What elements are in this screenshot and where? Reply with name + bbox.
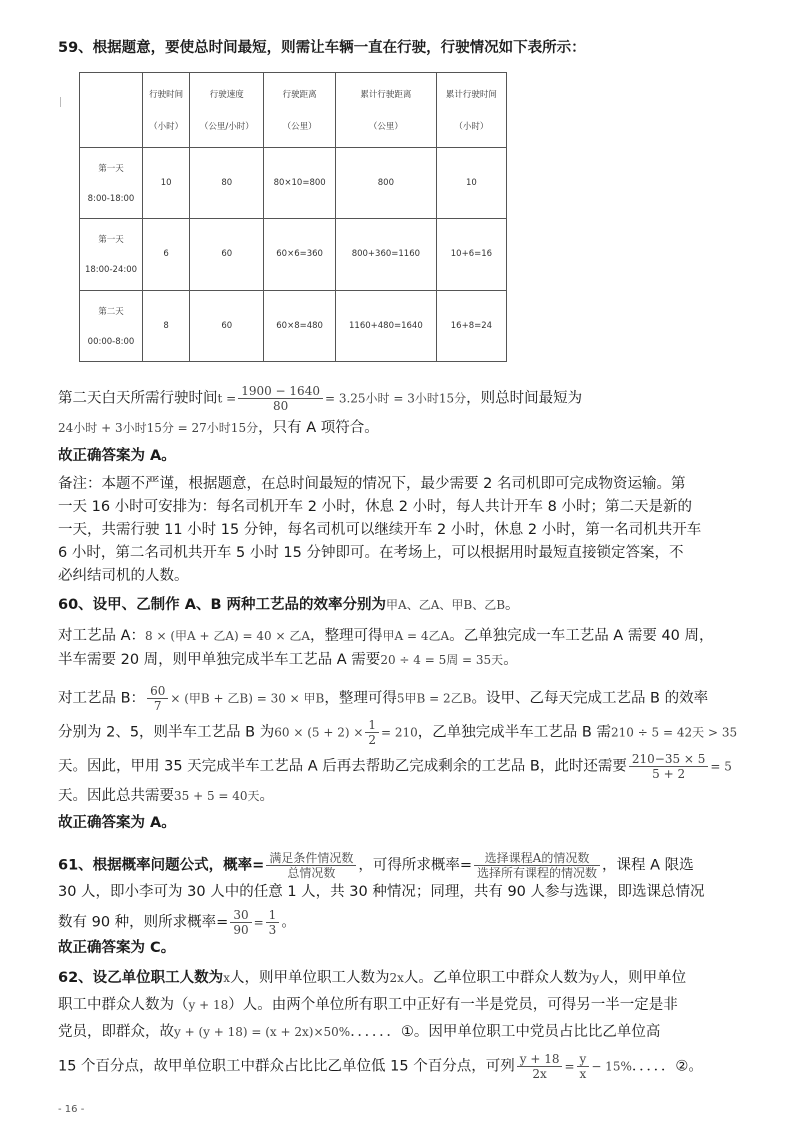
row-label: 第一天 8:00-18:00 [80,147,143,218]
q59-note-line: 6 小时，第二名司机共开车 5 小时 15 分钟即可。在考场上，可以根据用时最短直接锁定答案，不 [58,545,684,561]
driving-table [79,72,507,362]
q62-line3: 党员，即群众，故y + (y + 18) = (x + 2x)×50%．．．．．．①。因甲单位职工中党员占比比乙单位高 [58,1024,661,1040]
cell-time: 8 [143,290,190,361]
q60-b-line1: 对工艺品 B： $\frac{60}{7}$ × (甲B + 乙B) = 30 × 甲B，整理可得5甲B = 2乙B。设甲、乙每天完成工艺品 B 的效率 [58,684,709,713]
cell-cum-time: 16+8=24 [436,290,506,361]
q59-note-line: 备注：本题不严谨，根据题意，在总时间最短的情况下，最少需要 2 名司机即可完成物资运输。第 [58,476,686,492]
cell-speed: 80 [190,147,264,218]
table-header-row [80,73,507,148]
cell-speed: 60 [190,290,264,361]
page-number: - 16 - [58,1104,85,1115]
cell-distance: 60×8=480 [264,290,336,361]
q61-line3: 数有 90 种，则所求概率= $\frac{30}{90}$ = $\frac{1}{3}$ 。 [58,908,296,937]
cell-speed: 60 [190,219,264,290]
q59-line2: 24小时 + 3小时15分 = 27小时15分，只有 A 项符合。 [58,420,379,436]
table-header-cell: 行驶时间 （小时） [143,73,190,148]
margin-mark [60,97,61,107]
table-row [80,290,507,361]
row-label: 第二天 00:00-8:00 [80,290,143,361]
table-row [80,147,507,218]
q60-answer: 故正确答案为 A。 [58,815,176,831]
table-header-cell: 累计行驶距离 （公里） [335,73,436,148]
q62-line1: 62、设乙单位职工人数为x人，则甲单位职工人数为2x人。乙单位职工中群众人数为y人，则甲单位 [58,970,687,986]
cell-cum-distance: 1160+480=1640 [335,290,436,361]
q60-b-line4: 天。因此总共需要35 + 5 = 40天。 [58,788,275,804]
cell-cum-time: 10 [436,147,506,218]
table-header-cell: 累计行驶时间 （小时） [436,73,506,148]
q61-line2: 30 人，即小李可为 30 人中的任意 1 人，共 30 种情况；同理，共有 90 人参与选课，即选课总情况 [58,884,705,900]
q60-intro: 60、设甲、乙制作 A、B 两种工艺品的效率分别为甲A、乙A、甲B、乙B。 [58,597,520,613]
cell-time: 6 [143,219,190,290]
q59-answer: 故正确答案为 A。 [58,448,176,464]
cell-distance: 80×10=800 [264,147,336,218]
q61-answer: 故正确答案为 C。 [58,940,176,956]
row-label: 第一天 18:00-24:00 [80,219,143,290]
table-header-cell: 行驶距离 （公里） [264,73,336,148]
q59-note-line: 一天 16 小时可安排为：每名司机开车 2 小时，休息 2 小时，每人共计开车 8 小时；第二天是新的 [58,499,692,515]
q62-line4: 15 个百分点，故甲单位职工中群众占比比乙单位低 15 个百分点，可列 $\frac{y + 18}{2x}$ = $\frac{y}{x}$ − 15%．．．．．②。 [58,1052,703,1081]
cell-cum-time: 10+6=16 [436,219,506,290]
cell-cum-distance: 800+360=1160 [335,219,436,290]
cell-distance: 60×6=360 [264,219,336,290]
q62-line2: 职工中群众人数为（y + 18）人。由两个单位所有职工中正好有一半是党员，可得另一半一定是非 [58,997,678,1013]
table-corner-cell [80,73,143,148]
q60-b-line2: 分别为 2、5，则半车工艺品 B 为60 × (5 + 2) × $\frac{1}{2}$ = 210，乙单独完成半车工艺品 B 需210 ÷ 5 = 42天 > 35 [58,718,738,747]
q59-note-line: 一天，共需行驶 11 小时 15 分钟，每名司机可以继续开车 2 小时，休息 2 小时，第一名司机共开车 [58,522,702,538]
q60-a-line2: 半车需要 20 周，则甲单独完成半车工艺品 A 需要20 ÷ 4 = 5周 = 35天。 [58,652,518,668]
q59-intro: 59、根据题意，要使总时间最短，则需让车辆一直在行驶，行驶情况如下表所示： [58,40,586,56]
q60-a-line1: 对工艺品 A：8 × (甲A + 乙A) = 40 × 乙A，整理可得甲A = 4乙A。乙单独完成一车工艺品 A 需要 40 周， [58,628,714,644]
q61-line1: 61、根据概率问题公式，概率= $\frac{\text{满足条件情况数}}{\text{总情况数}}$ ，可得所求概率= $\frac{\text{选择课程A的情况数}}{\text{选择所有课程的情况数}}$ ，课程 A 限选 [58,851,694,880]
table-row [80,219,507,290]
q59-line1: 第二天白天所需行驶时间t = $\frac{1900 - 1640}{80}$ = 3.25小时 = 3小时15分，则总时间最短为 [58,384,583,413]
cell-time: 10 [143,147,190,218]
q60-b-line3: 天。因此，甲用 35 天完成半车工艺品 A 后再去帮助乙完成剩余的工艺品 B，此时还需要 $\frac{210-35 \times 5}{5 + 2}$ = 5 [58,752,732,781]
table-header-cell: 行驶速度 （公里/小时） [190,73,264,148]
q59-note-line: 必纠结司机的人数。 [58,568,189,584]
cell-cum-distance: 800 [335,147,436,218]
